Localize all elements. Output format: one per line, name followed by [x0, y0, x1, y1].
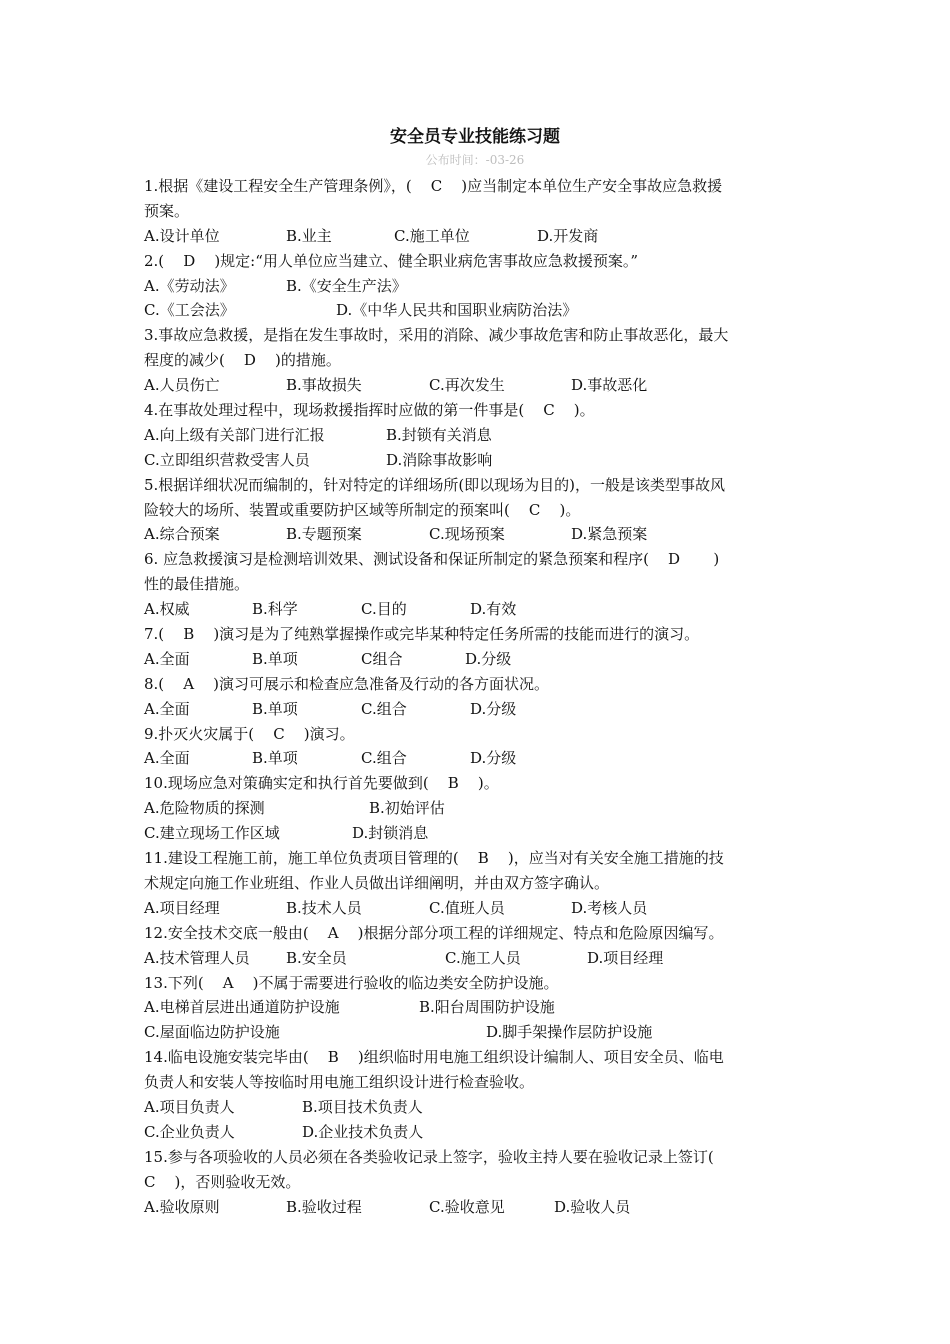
answer-option: D.开发商	[537, 226, 599, 245]
question-13	[144, 971, 808, 1046]
answer-option: A.全面	[144, 749, 190, 768]
answer-option: A.综合预案	[144, 525, 220, 544]
question-12	[144, 921, 808, 971]
question-15	[144, 1145, 808, 1220]
answer-option: C.建立现场工作区域	[144, 824, 280, 843]
question-text: 7.( B )演习是为了纯熟掌握操作或完毕某种特定任务所需的技能而进行的演习。	[144, 625, 700, 644]
answer-option: A.技术管理人员	[144, 948, 250, 967]
option-row	[144, 1020, 808, 1045]
document-title: 安全员专业技能练习题	[390, 127, 560, 147]
answer-option: C.验收意见	[429, 1197, 505, 1216]
answer-option: A.向上级有关部门进行汇报	[144, 425, 325, 444]
option-row	[144, 946, 808, 971]
option-row	[144, 274, 808, 299]
question-text: 性的最佳措施。	[144, 575, 250, 594]
option-row	[144, 448, 808, 473]
option-row	[144, 423, 808, 448]
answer-option: C.值班人员	[429, 898, 505, 917]
question-1	[144, 174, 808, 249]
answer-option: A.验收原则	[144, 1197, 220, 1216]
answer-option: A.权威	[144, 600, 190, 619]
answer-option: A.项目负责人	[144, 1097, 235, 1116]
answer-option: D.消除事故影响	[386, 450, 493, 469]
answer-option: D.有效	[470, 600, 517, 619]
question-text: 险较大的场所、装置或重要防护区域等所制定的预案叫( C )。	[144, 500, 581, 519]
answer-option: A.全面	[144, 699, 190, 718]
answer-option: A.人员伤亡	[144, 376, 220, 395]
answer-option: D.验收人员	[554, 1197, 631, 1216]
answer-option: B.安全员	[286, 948, 347, 967]
question-text: 14.临电设施安装完毕由( B )组织临时用电施工组织设计编制人、项目安全员、临电	[144, 1048, 724, 1067]
question-text: 预案。	[144, 201, 190, 220]
answer-option: B.初始评估	[369, 799, 445, 818]
question-9	[144, 722, 808, 772]
answer-option: A.危险物质的探测	[144, 799, 265, 818]
question-text: 8.( A )演习可展示和检查应急准备及行动的各方面状况。	[144, 674, 549, 693]
answer-option: D.封锁消息	[352, 824, 429, 843]
answer-option: C.组合	[361, 699, 407, 718]
answer-option: B.单项	[252, 649, 298, 668]
option-row	[144, 821, 808, 846]
question-8	[144, 672, 808, 722]
option-row	[144, 1120, 808, 1145]
question-text: 12.安全技术交底一般由( A )根据分部分项工程的详细规定、特点和危险原因编写。	[144, 923, 724, 942]
question-text: 3.事故应急救援，是指在发生事故时，采用的消除、减少事故危害和防止事故恶化，最大	[144, 326, 729, 345]
question-text: 6. 应急救援演习是检测培训效果、测试设备和保证所制定的紧急预案和程序( D )	[144, 550, 720, 569]
answer-option: C.屋面临边防护设施	[144, 1023, 280, 1042]
answer-option: B.专题预案	[286, 525, 362, 544]
option-row	[144, 298, 808, 323]
option-row	[144, 647, 808, 672]
answer-option: D.企业技术负责人	[302, 1122, 424, 1141]
answer-option: C.施工单位	[394, 226, 470, 245]
question-2	[144, 249, 808, 324]
answer-option: A.设计单位	[144, 226, 220, 245]
answer-option: D.项目经理	[587, 948, 664, 967]
option-row	[144, 522, 808, 547]
question-text: 10.现场应急对策确实定和执行首先要做到( B )。	[144, 774, 499, 793]
answer-option: B.验收过程	[286, 1197, 362, 1216]
question-7	[144, 622, 808, 672]
option-row	[144, 1095, 808, 1120]
answer-option: B.阳台周围防护设施	[419, 998, 555, 1017]
option-row	[144, 597, 808, 622]
answer-option: C.《工会法》	[144, 301, 235, 320]
question-text: 2.( D )规定:“用人单位应当建立、健全职业病危害事故应急救援预案。”	[144, 251, 639, 270]
answer-option: B.业主	[286, 226, 332, 245]
answer-option: C.再次发生	[429, 376, 505, 395]
answer-option: A.项目经理	[144, 898, 220, 917]
answer-option: C.组合	[361, 749, 407, 768]
answer-option: A.电梯首层进出通道防护设施	[144, 998, 340, 1017]
answer-option: C.企业负责人	[144, 1122, 235, 1141]
question-text: 13.下列( A )不属于需要进行验收的临边类安全防护设施。	[144, 973, 559, 992]
question-text: C )，否则验收无效。	[144, 1172, 301, 1191]
answer-option: D.脚手架操作层防护设施	[486, 1023, 653, 1042]
answer-option: D.考核人员	[571, 898, 648, 917]
answer-option: B.《安全生产法》	[286, 276, 407, 295]
question-text: 9.扑灭火灾属于( C )演习。	[144, 724, 355, 743]
answer-option: D.分级	[470, 699, 517, 718]
question-text: 1.根据《建设工程安全生产管理条例》，( C )应当制定本单位生产安全事故应急救援	[144, 177, 723, 195]
answer-option: D.事故恶化	[571, 376, 648, 395]
answer-option: B.单项	[252, 699, 298, 718]
question-text: 程度的减少( D )的措施。	[144, 351, 341, 370]
answer-option: C.施工人员	[445, 948, 521, 967]
question-5	[144, 473, 808, 548]
option-row	[144, 995, 808, 1020]
question-text: 5.根据详细状况而编制的，针对特定的详细场所(即以现场为目的)，一般是该类型事故风	[144, 475, 726, 494]
question-4	[144, 398, 808, 473]
answer-option: B.事故损失	[286, 376, 362, 395]
option-row	[144, 224, 808, 249]
question-3	[144, 323, 808, 398]
question-text: 11.建设工程施工前，施工单位负责项目管理的( B )，应当对有关安全施工措施的技	[144, 849, 724, 868]
answer-option: B.科学	[252, 600, 298, 619]
answer-option: C.目的	[361, 600, 407, 619]
answer-option: C组合	[361, 649, 403, 668]
answer-option: D.分级	[470, 749, 517, 768]
option-row	[144, 796, 808, 821]
answer-option: A.《劳动法》	[144, 276, 235, 295]
answer-option: B.单项	[252, 749, 298, 768]
question-list	[144, 174, 808, 1219]
answer-option: D.《中华人民共和国职业病防治法》	[336, 301, 578, 320]
question-6	[144, 547, 808, 622]
answer-option: B.封锁有关消息	[386, 425, 492, 444]
answer-option: C.现场预案	[429, 525, 505, 544]
option-row	[144, 373, 808, 398]
question-10	[144, 771, 808, 846]
option-row	[144, 896, 808, 921]
answer-option: B.技术人员	[286, 898, 362, 917]
question-text: 术规定向施工作业班组、作业人员做出详细阐明，并由双方签字确认。	[144, 873, 610, 892]
question-11	[144, 846, 808, 921]
option-row	[144, 1195, 808, 1220]
answer-option: D.分级	[465, 649, 512, 668]
answer-option: A.全面	[144, 649, 190, 668]
question-14	[144, 1045, 808, 1145]
question-text: 4.在事故处理过程中，现场救援指挥时应做的第一件事是( C )。	[144, 401, 595, 420]
answer-option: B.项目技术负责人	[302, 1097, 423, 1116]
publish-time: 公布时间：-03-26	[425, 153, 525, 167]
option-row	[144, 746, 808, 771]
answer-option: D.紧急预案	[571, 525, 648, 544]
answer-option: C.立即组织营救受害人员	[144, 450, 310, 469]
option-row	[144, 697, 808, 722]
question-text: 15.参与各项验收的人员必须在各类验收记录上签字，验收主持人要在验收记录上签订(	[144, 1147, 714, 1166]
question-text: 负责人和安装人等按临时用电施工组织设计进行检查验收。	[144, 1073, 535, 1092]
